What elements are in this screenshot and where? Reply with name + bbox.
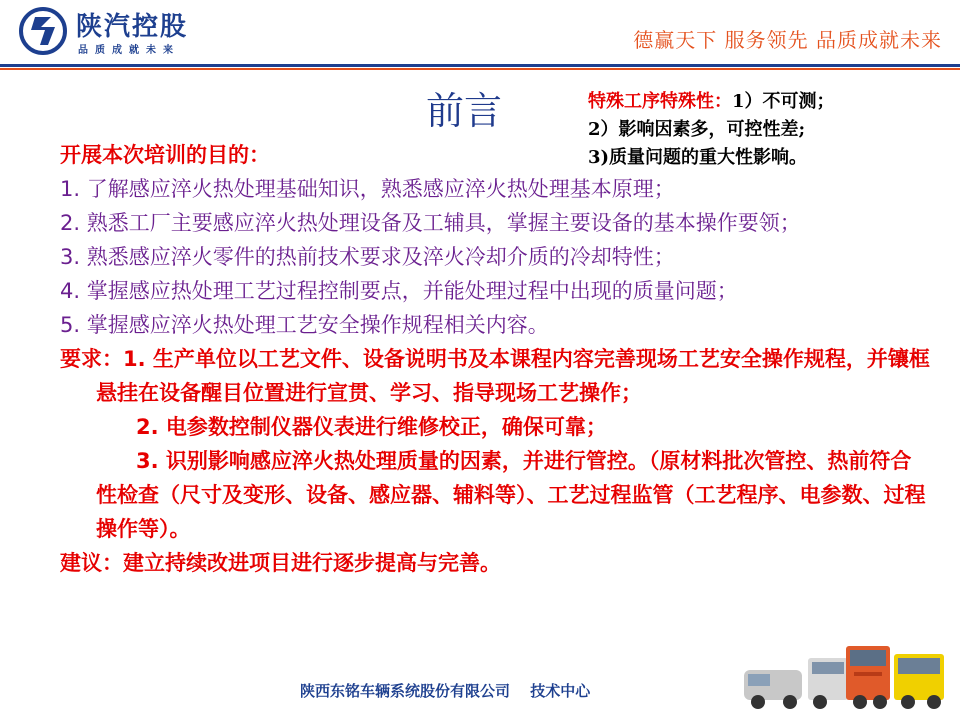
trucks-illustration-icon — [738, 636, 948, 716]
company-logo-tagline: 品质成就未来 — [78, 45, 180, 56]
header-divider-blue — [0, 64, 960, 67]
purpose-item-1: 1. 了解感应淬火热处理基础知识，熟悉感应淬火热处理基本原理； — [60, 177, 675, 201]
slide-body — [60, 138, 930, 580]
purpose-heading: 开展本次培训的目的： — [60, 143, 270, 167]
purpose-item-4: 4. 掌握感应热处理工艺过程控制要点，并能处理过程中出现的质量问题； — [60, 279, 738, 303]
footer-company: 陕西东铭车辆系统股份有限公司 技术中心 — [300, 682, 591, 700]
header-slogan: 德赢天下 服务领先 品质成就未来 — [633, 28, 942, 52]
header-divider-orange — [0, 68, 960, 70]
requirement-item-1: 要求：1. 生产单位以工艺文件、设备说明书及本课程内容完善现场工艺安全操作规程，并镶框悬挂在设备醒目位置进行宣贯、学习、指导现场工艺操作； — [60, 347, 930, 405]
shaanxi-logo-icon — [18, 6, 68, 56]
company-logo-name: 陕汽控股 — [76, 12, 189, 42]
requirement-item-3 — [60, 444, 930, 546]
purpose-item-3: 3. 熟悉感应淬火零件的热前技术要求及淬火冷却介质的冷却特性； — [60, 245, 675, 269]
purpose-item-5: 5. 掌握感应淬火热处理工艺安全操作规程相关内容。 — [60, 313, 549, 337]
requirement-item-2: 2. 电参数控制仪器仪表进行维修校正，确保可靠； — [136, 415, 607, 439]
note-line-1-text: 1）不可测； — [732, 91, 835, 112]
note-label: 特殊工序特殊性： — [588, 91, 732, 112]
suggestion: 建议：建立持续改进项目进行逐步提高与完善。 — [60, 551, 501, 575]
requirement-item-3-text: 3. 识别影响感应淬火热处理质量的因素，并进行管控。（原材料批次管控、热前符合性检查（尺寸及变形、设备、感应器、辅料等）、工艺过程监管（工艺程序、电参数、过程操作等）。 — [96, 449, 926, 541]
header — [0, 0, 960, 62]
note-line-3: 3)质量问题的重大性影响。 — [588, 147, 808, 168]
note-line-2: 2）影响因素多，可控性差; — [588, 119, 806, 140]
slide-title: 前言 — [426, 89, 503, 133]
purpose-item-2: 2. 熟悉工厂主要感应淬火热处理设备及工辅具，掌握主要设备的基本操作要领； — [60, 211, 801, 235]
note-line-1 — [588, 88, 948, 116]
